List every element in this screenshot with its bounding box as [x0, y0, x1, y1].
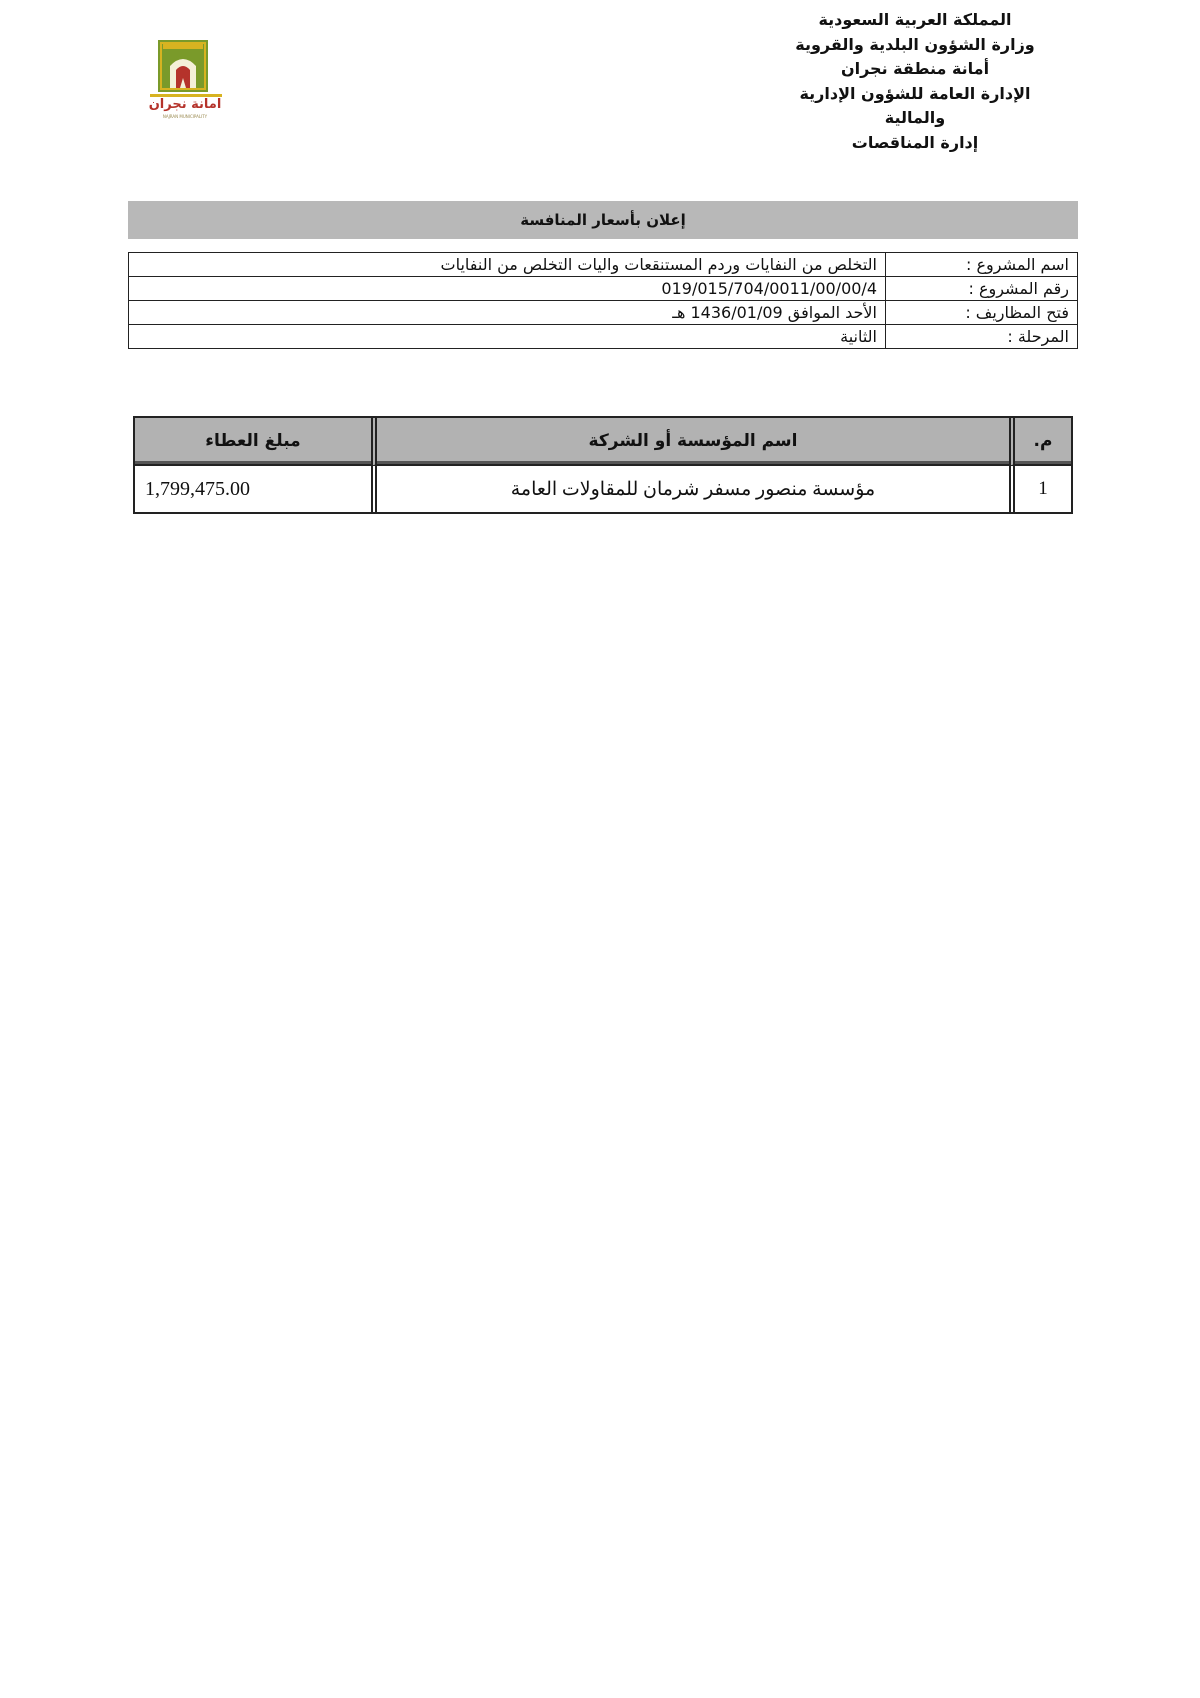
info-row-stage [129, 325, 1078, 349]
info-label: فتح المظاريف : [886, 301, 1078, 325]
announcement-title: إعلان بأسعار المنافسة [520, 211, 686, 229]
info-label: اسم المشروع : [886, 253, 1078, 277]
government-header [765, 8, 1065, 155]
column-header-amount: مبلغ العطاء [135, 418, 371, 466]
najran-municipality-logo [140, 38, 232, 123]
svg-text:امانة نجران: امانة نجران [148, 97, 222, 112]
logo-icon [140, 38, 232, 123]
column-header-company: اسم المؤسسة أو الشركة [371, 418, 1009, 466]
bid-number: 1 [1009, 466, 1071, 512]
info-value: الأحد الموافق 1436/01/09 هـ [129, 301, 886, 325]
info-row-project-name [129, 253, 1078, 277]
header-line-ministry: وزارة الشؤون البلدية والقروية [795, 34, 1035, 54]
bids-header-row [135, 418, 1071, 466]
info-value: الثانية [129, 325, 886, 349]
info-label: رقم المشروع : [886, 277, 1078, 301]
project-info-table [128, 252, 1078, 349]
info-row-project-number [129, 277, 1078, 301]
header-line-kingdom: المملكة العربية السعودية [818, 10, 1012, 29]
info-value: التخلص من النفايات وردم المستنقعات واليات التخلص من النفايات [129, 253, 886, 277]
header-line-tenders: إدارة المناقصات [851, 132, 979, 152]
info-value: 019/015/704/0011/00/00/4 [129, 277, 886, 301]
column-header-number: م. [1009, 418, 1071, 466]
header-line-department-cont: والمالية [884, 108, 946, 127]
bid-company-name: مؤسسة منصور مسفر شرمان للمقاولات العامة [371, 466, 1009, 512]
svg-text:NAJRAN MUNICIPALITY: NAJRAN MUNICIPALITY [162, 114, 208, 119]
bid-amount: 1,799,475.00 [135, 466, 371, 512]
header-line-department: الإدارة العامة للشؤون الإدارية [799, 83, 1031, 103]
bids-table [133, 416, 1073, 514]
info-label: المرحلة : [886, 325, 1078, 349]
table-row [135, 466, 1071, 512]
announcement-title-bar [128, 201, 1078, 239]
info-row-envelope-opening [129, 301, 1078, 325]
header-line-municipality: أمانة منطقة نجران [840, 59, 990, 78]
